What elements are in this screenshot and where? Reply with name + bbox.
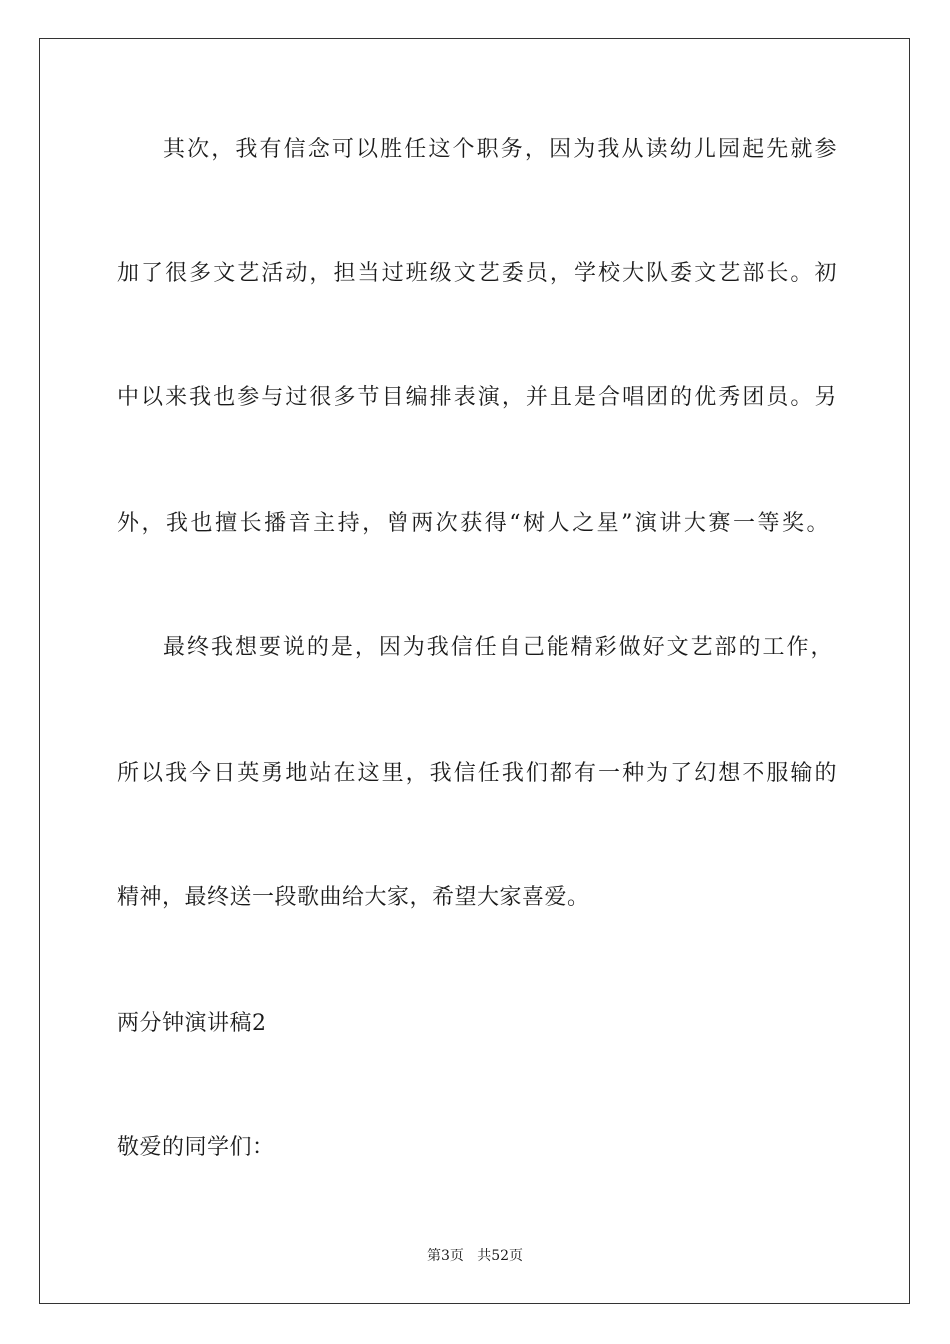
paragraph-line-7: 精神，最终送一段歌曲给大家，希望大家喜爱。 <box>117 885 590 910</box>
footer-page-number: 3 <box>440 1248 450 1264</box>
footer-total-pages: 52 <box>491 1248 510 1264</box>
salutation: 敬爱的同学们： <box>117 1135 275 1160</box>
footer-total-suffix: 页 <box>509 1248 524 1264</box>
paragraph-line-4: 外，我也擅长播音主持，曾两次获得“树人之星”演讲大赛一等奖。 <box>117 511 829 536</box>
paragraph-line-6: 所以我今日英勇地站在这里，我信任我们都有一种为了幻想不服输的 <box>117 761 837 786</box>
footer-page-suffix: 页 <box>449 1248 464 1264</box>
section-heading: 两分钟演讲稿2 <box>117 1011 267 1036</box>
footer-page-label: 第 <box>426 1248 441 1264</box>
paragraph-line-2: 加了很多文艺活动，担当过班级文艺委员，学校大队委文艺部长。初 <box>117 261 837 286</box>
paragraph-line-5: 最终我想要说的是，因为我信任自己能精彩做好文艺部的工作， <box>163 635 833 660</box>
page-border <box>39 38 910 1304</box>
footer-total-label: 共 <box>477 1248 492 1264</box>
paragraph-line-3: 中以来我也参与过很多节目编排表演，并且是合唱团的优秀团员。另 <box>117 385 837 410</box>
paragraph-line-1: 其次，我有信念可以胜任这个职务，因为我从读幼儿园起先就参 <box>163 137 837 162</box>
page-footer <box>0 1246 950 1266</box>
